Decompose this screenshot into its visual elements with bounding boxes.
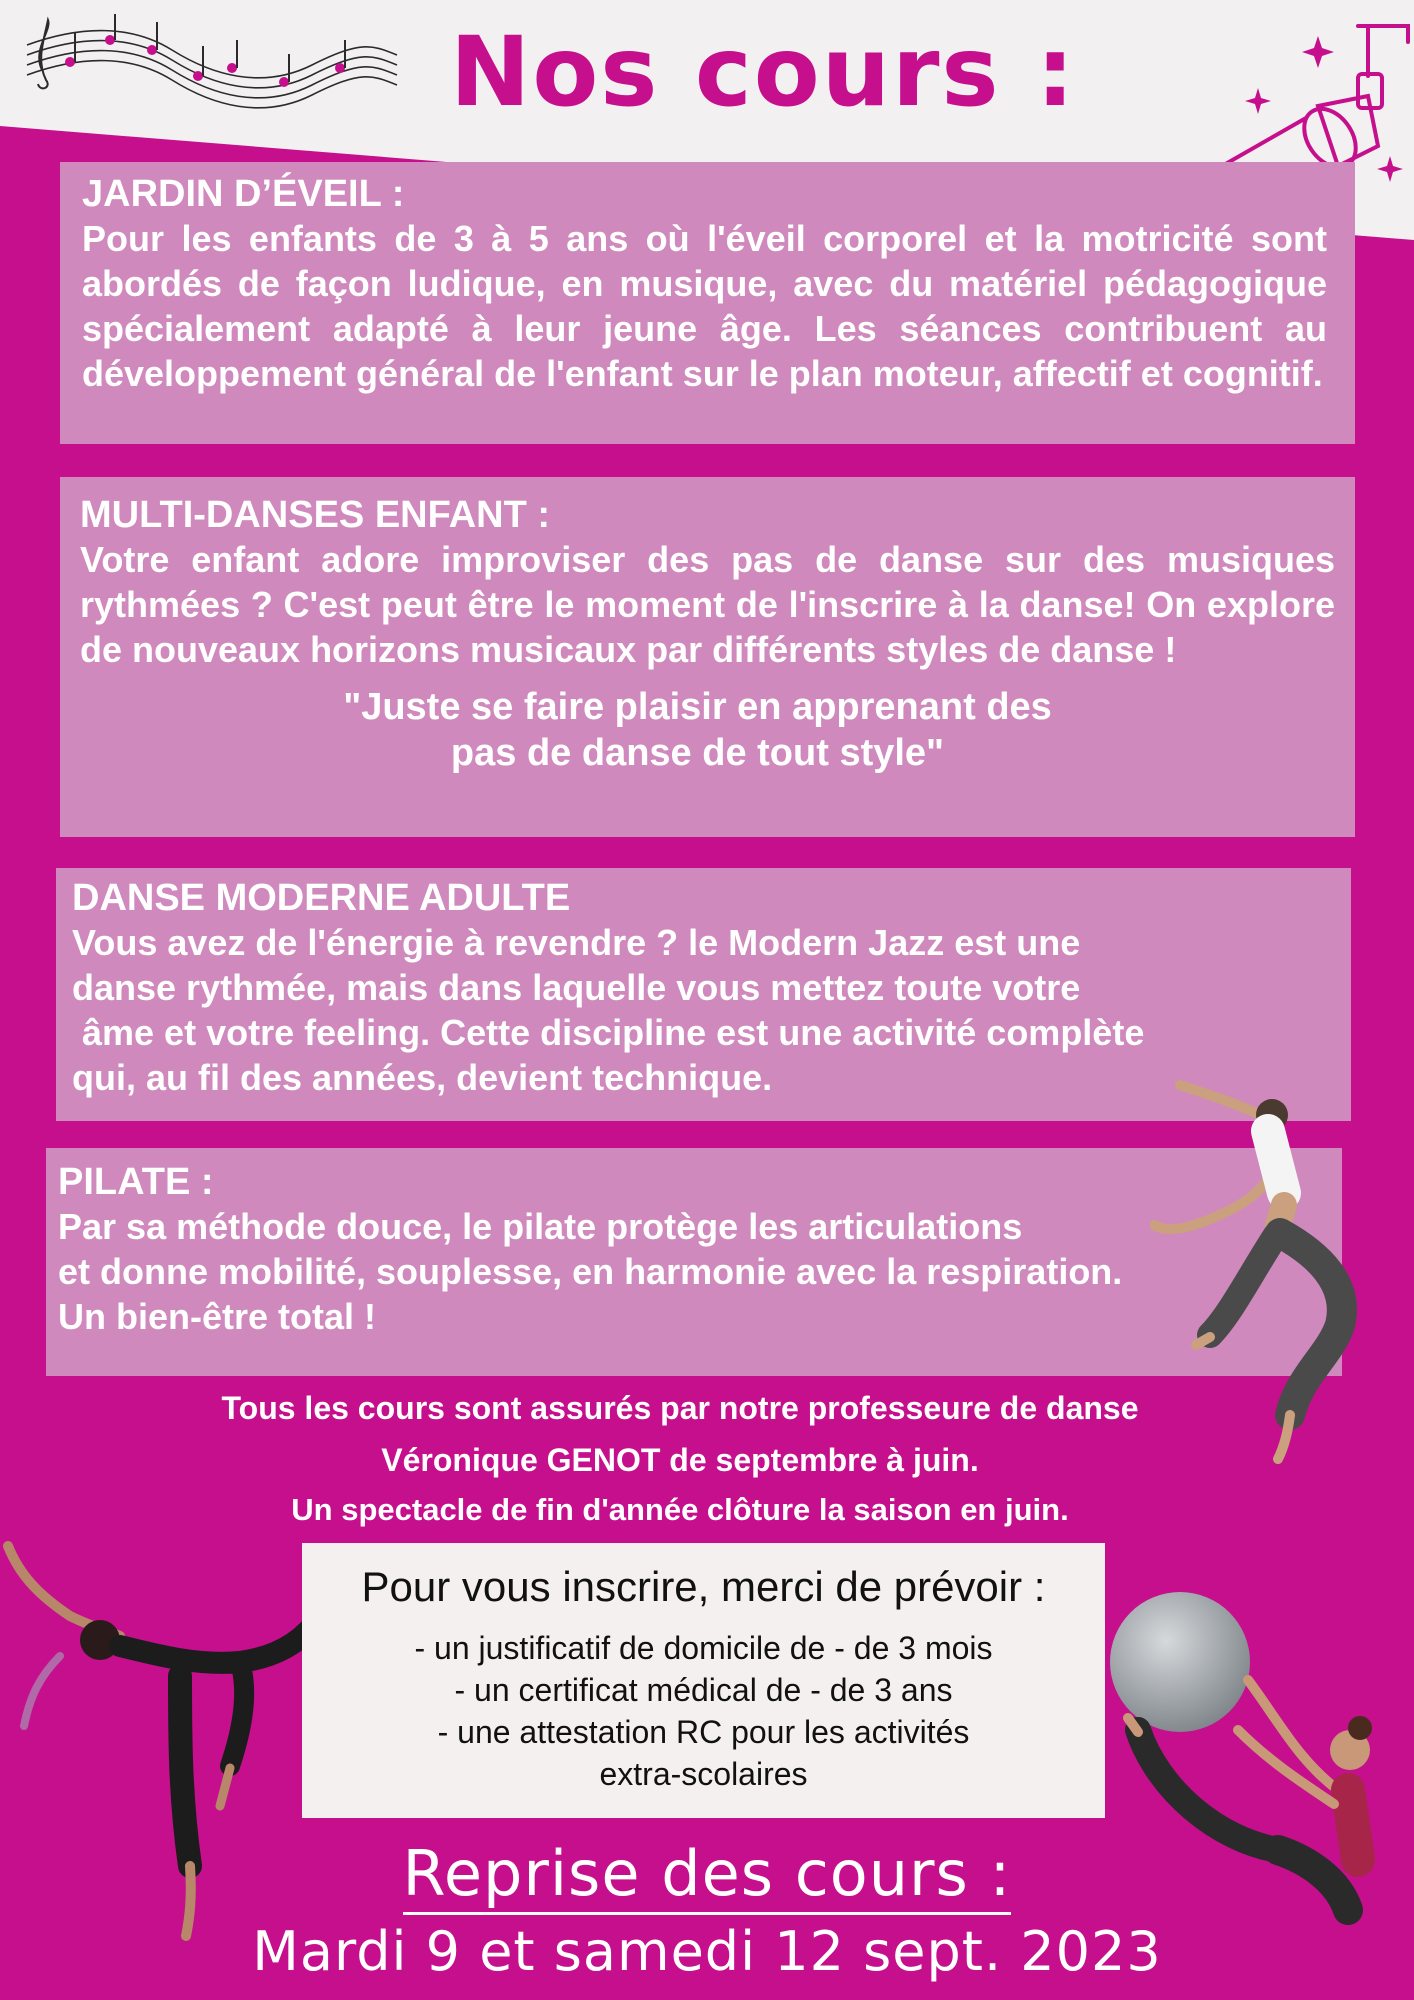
registration-item: extra-scolaires bbox=[599, 1756, 808, 1792]
card-line: âme et votre feeling. Cette discipline est une activité complète bbox=[72, 1012, 1145, 1053]
card-quote bbox=[80, 684, 1335, 776]
card-line: Un bien-être total ! bbox=[58, 1296, 377, 1337]
card-pilate bbox=[46, 1148, 1342, 1376]
card-multi-danses-enfant bbox=[60, 477, 1355, 837]
info-line: Tous les cours sont assurés par notre professeure de danse bbox=[221, 1390, 1139, 1426]
page-title: Nos cours : bbox=[450, 16, 1077, 128]
card-heading: MULTI-DANSES ENFANT : bbox=[80, 494, 551, 536]
card-line: Vous avez de l'énergie à revendre ? le Modern Jazz est une bbox=[72, 922, 1081, 963]
registration-heading: Pour vous inscrire, merci de prévoir : bbox=[361, 1563, 1046, 1610]
card-line: danse rythmée, mais dans laquelle vous mettez toute votre bbox=[72, 967, 1081, 1008]
quote-line: pas de danse de tout style" bbox=[450, 732, 945, 774]
info-line: Véronique GENOT de septembre à juin. bbox=[381, 1442, 979, 1478]
registration-item: - une attestation RC pour les activités bbox=[437, 1714, 970, 1750]
reprise-block bbox=[0, 1836, 1414, 1987]
info-block bbox=[60, 1382, 1300, 1534]
info-line: Un spectacle de fin d'année clôture la saison en juin. bbox=[291, 1492, 1069, 1527]
card-text: Votre enfant adore improviser des pas de danse sur des musiques rythmées ? C'est peut être le moment de l'inscrire à la danse! On explore de nouveaux horizons musicaux par différents styles de danse ! bbox=[80, 539, 1335, 670]
registration-item: - un certificat médical de - de 3 ans bbox=[454, 1672, 953, 1708]
registration-list bbox=[302, 1627, 1105, 1795]
card-heading: JARDIN D’ÉVEIL : bbox=[82, 173, 405, 215]
card-text: Pour les enfants de 3 à 5 ans où l'éveil corporel et la motricité sont abordés de façon ludique, en musique, avec du matériel pédagogique spécialement adapté à leur jeune âge. Les séances contribuent au développement général de l'enfant sur le plan moteur, affectif et cognitif. bbox=[82, 218, 1327, 394]
card-heading: PILATE : bbox=[58, 1161, 214, 1203]
card-heading: DANSE MODERNE ADULTE bbox=[72, 877, 571, 919]
card-line: Par sa méthode douce, le pilate protège les articulations bbox=[58, 1206, 1023, 1247]
reprise-dates: Mardi 9 et samedi 12 sept. 2023 bbox=[252, 1920, 1162, 1983]
registration-box bbox=[302, 1543, 1105, 1818]
card-line: et donne mobilité, souplesse, en harmonie avec la respiration. bbox=[58, 1251, 1123, 1292]
registration-item: - un justificatif de domicile de - de 3 mois bbox=[414, 1630, 993, 1666]
music-staff-icon bbox=[22, 10, 402, 110]
card-line: qui, au fil des années, devient technique. bbox=[72, 1057, 773, 1098]
reprise-title: Reprise des cours : bbox=[403, 1836, 1012, 1915]
card-jardin-eveil bbox=[60, 162, 1355, 444]
quote-line: "Juste se faire plaisir en apprenant des bbox=[343, 686, 1052, 728]
